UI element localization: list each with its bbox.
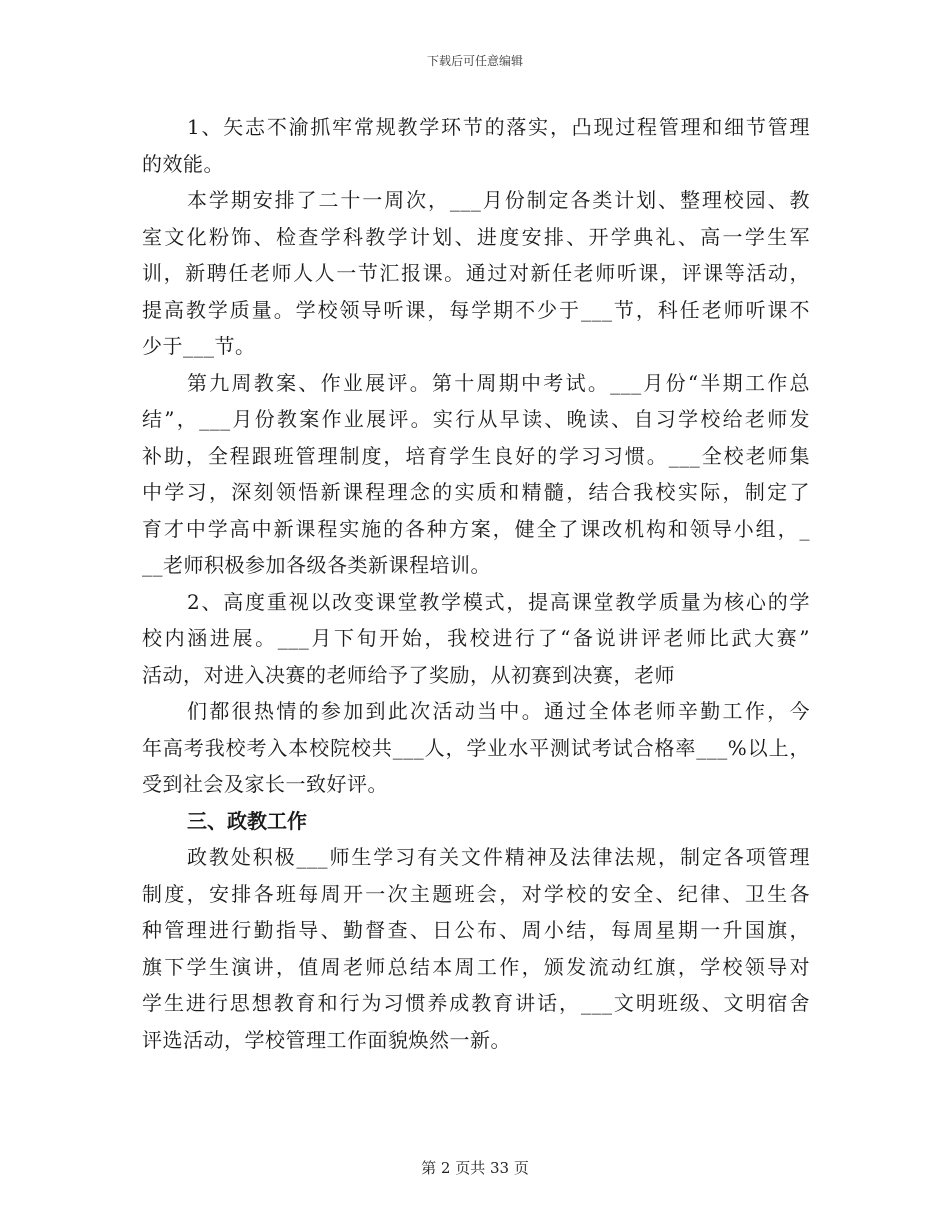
paragraph-line: 训，新聘任老师人人一节汇报课。通过对新任老师听课，评课等活动，: [142, 261, 810, 285]
paragraph-line: 2、高度重视以改变课堂教学模式，提高课堂教学质量为核心的学: [187, 589, 810, 614]
paragraph-line: 中学习，深刻领悟新课程理念的实质和精髓，结合我校实际，制定了: [142, 480, 810, 504]
paragraph-line: 1、矢志不渝抓牢常规教学环节的落实，凸现过程管理和细节管理: [187, 115, 810, 139]
paragraph-line: 评选活动，学校管理工作面貌焕然一新。: [142, 1027, 511, 1052]
paragraph-line: 学生进行思想教育和行为习惯养成教育讲话，___文明班级、文明宿舍: [142, 991, 810, 1015]
paragraph-line: 提高教学质量。学校领导听课，每学期不少于___节，科任老师听课不: [142, 297, 810, 322]
paragraph-line: 的效能。: [142, 151, 224, 176]
paragraph-line: 制度，安排各班每周开一次主题班会，对学校的安全、纪律、卫生各: [142, 881, 810, 906]
paragraph-line: 少于___节。: [142, 334, 256, 358]
paragraph-line: 政教处积极___师生学习有关文件精神及法律法规，制定各项管理: [187, 845, 810, 869]
paragraph-line: 育才中学高中新课程实施的各种方案，健全了课改机构和领导小组，_: [142, 516, 810, 541]
paragraph-line: 本学期安排了二十一周次，___月份制定各类计划、整理校园、教: [187, 188, 810, 212]
paragraph-line: 校内涵进展。___月下旬开始，我校进行了“备说讲评老师比武大赛”: [142, 626, 810, 650]
page-footer: 第 2 页共 33 页: [421, 1159, 529, 1177]
paragraph-line: __老师积极参加各级各类新课程培训。: [142, 553, 491, 577]
document-body: [142, 109, 810, 1058]
paragraph-line: 第九周教案、作业展评。第十周期中考试。___月份“半期工作总: [187, 370, 810, 395]
paragraph-line: 种管理进行勤指导、勤督查、日公布、周小结，每周星期一升国旗，: [142, 918, 810, 942]
section-heading: 三、政教工作: [187, 808, 307, 833]
paragraph-line: 年高考我校考入本校院校共___人，学业水平测试考试合格率___%以上，: [142, 735, 810, 760]
paragraph-line: 补助，全程跟班管理制度，培育学生良好的学习习惯。___全校老师集: [142, 443, 810, 468]
paragraph-line: 活动，对进入决赛的老师给予了奖励，从初赛到决赛，老师: [142, 662, 675, 687]
paragraph-line: 们都很热情的参加到此次活动当中。通过全体老师辛勤工作，今: [187, 699, 810, 723]
paragraph-line: 结”，___月份教案作业展评。实行从早读、晚读、自习学校给老师发: [142, 407, 810, 431]
page-header: 下载后可任意编辑: [426, 54, 523, 68]
paragraph-line: 旗下学生演讲，值周老师总结本周工作，颁发流动红旗，学校领导对: [142, 954, 810, 979]
paragraph-line: 受到社会及家长一致好评。: [142, 772, 388, 796]
paragraph-line: 室文化粉饰、检查学科教学计划、进度安排、开学典礼、高一学生军: [142, 224, 810, 249]
